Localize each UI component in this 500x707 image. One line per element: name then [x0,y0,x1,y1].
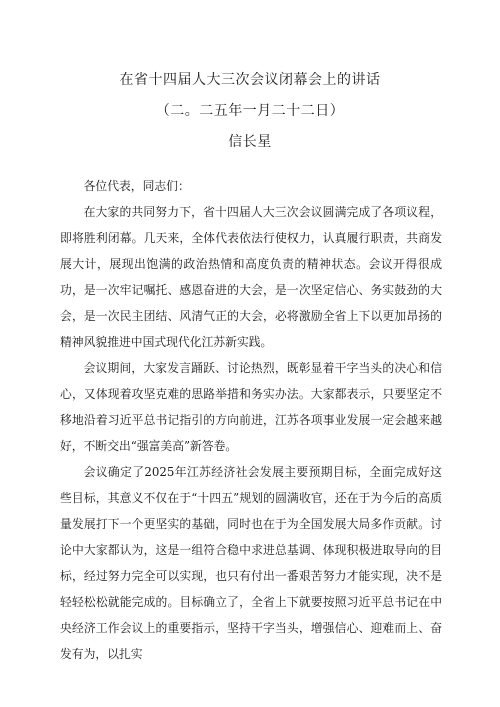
paragraph-3: 会议确定了2025年江苏经济社会发展主要预期目标，全面完成好这些目标，其意义不仅在于“十四五”规划的圆满收官，还在于为今后的高质量发展打下一个更坚实的基础，同时也在于为全国发展大局多作贡献。讨论中大家都认为，这是一组符合稳中求进总基调、体现积极进取导向的目标，经过努力完全可以实现，也只有付出一番艰苦努力才能实现，决不是轻轻松松就能完成的。目标确立了，全省上下就要按照习近平总书记在中央经济工作会议上的重要指示，坚持干字当头，增强信心、迎难而上、奋发有为，以扎实 [60,465,442,661]
paragraph-2: 会议期间，大家发言踊跃、讨论热烈，既彰显着干字当头的决心和信心，又体现着攻坚克难的思路举措和务实办法。大家都表示，只要坚定不移地沿着习近平总书记指引的方向前进，江苏各项事业发展一定会越来越好，不断交出“强富美高”新答卷。 [60,361,442,453]
salutation: 各位代表，同志们： [83,179,190,193]
speech-date: （二。二五年一月二十二日） [155,103,345,119]
speech-body [60,173,442,667]
speech-author: 信长星 [228,134,272,150]
paragraph-1: 在大家的共同努力下，省十四届人大三次会议圆满完成了各项议程，即将胜利闭幕。几天来，全体代表依法行使权力，认真履行职责，共商发展大计，展现出饱满的政治热情和高度负责的精神状态。会议开得很成功，是一次牢记嘱托、感恩奋进的大会，是一次坚定信心、务实鼓劲的大会，是一次民主团结、风清气正的大会，必将激励全省上下以更加昂扬的精神风貌推进中国式现代化江苏新实践。 [60,205,442,349]
speech-title: 在省十四届人大三次会议闭幕会上的讲话 [119,72,381,88]
